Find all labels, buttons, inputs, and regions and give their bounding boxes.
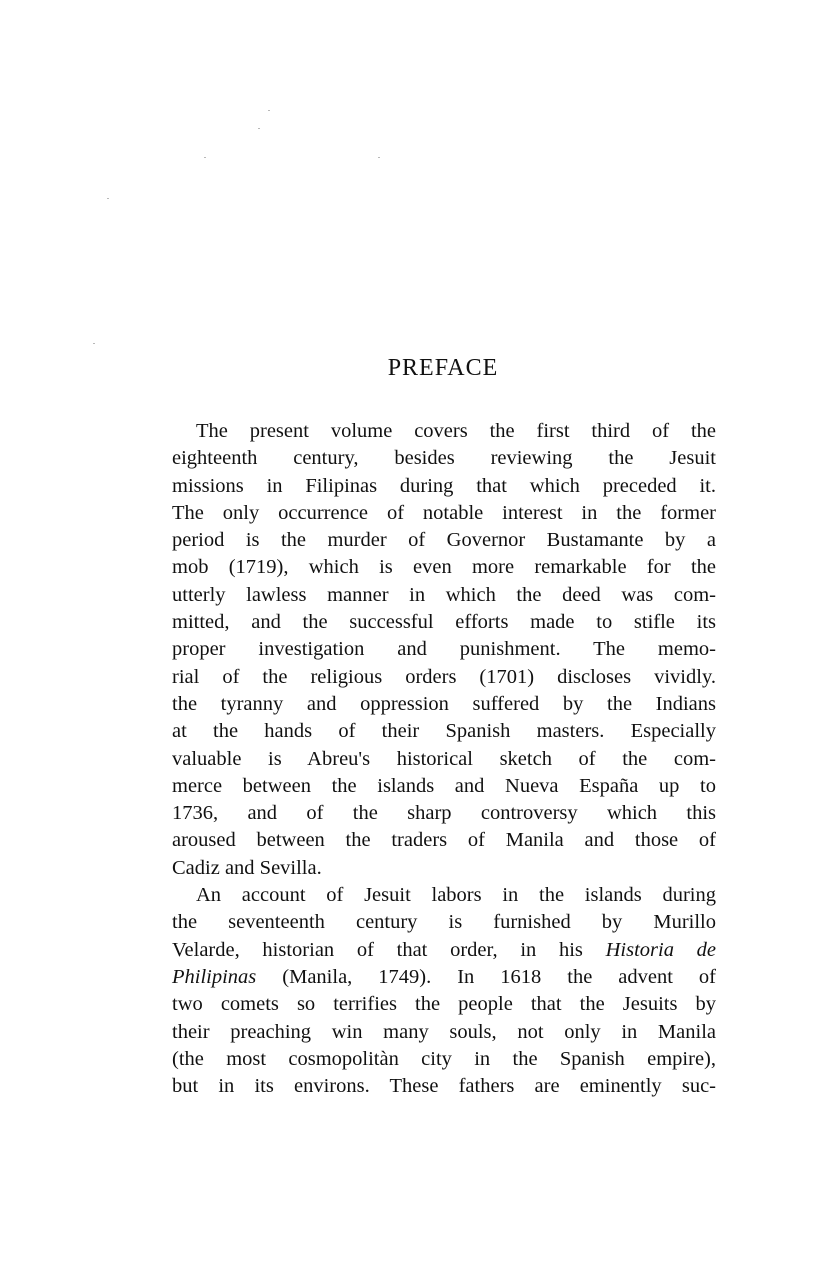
- paper-speck: [258, 128, 260, 129]
- text-line: missions in Filipinas during that which preceded it.: [172, 474, 716, 497]
- paragraph-2: [172, 882, 716, 1100]
- text-line: An account of Jesuit labors in the islands during: [196, 884, 716, 907]
- paper-speck: [268, 110, 270, 111]
- text-line: valuable is Abreu's historical sketch of the com-: [172, 747, 716, 770]
- text-line: period is the murder of Governor Bustamante by a: [172, 529, 716, 552]
- text-line: their preaching win many souls, not only in Manila: [172, 1020, 716, 1043]
- text-line: (the most cosmopolitàn city in the Spanish empire),: [172, 1047, 716, 1070]
- text-line: utterly lawless manner in which the deed was com-: [172, 583, 716, 606]
- text-line: rial of the religious orders (1701) discloses vividly.: [172, 665, 716, 688]
- text-line-with-italic: [172, 964, 716, 991]
- text-line: but in its environs. These fathers are eminently suc-: [172, 1075, 716, 1098]
- paragraph-1: [172, 418, 716, 882]
- text-line: aroused between the traders of Manila and those of: [172, 829, 716, 852]
- italic-title-fragment: Historia de: [605, 938, 717, 961]
- text-fragment: Velarde, historian of that order, in his: [172, 938, 583, 961]
- italic-title-fragment: Philipinas: [172, 965, 257, 988]
- text-line: Cadiz and Sevilla.: [172, 856, 322, 879]
- paper-speck: [204, 157, 206, 158]
- text-line: The only occurrence of notable interest in the former: [172, 501, 716, 524]
- paper-speck: [107, 198, 109, 199]
- text-line: mob (1719), which is even more remarkable for the: [172, 556, 716, 579]
- text-line: The present volume covers the first third of the: [196, 420, 716, 442]
- text-line: the seventeenth century is furnished by Murillo: [172, 911, 716, 934]
- paper-speck: [378, 157, 380, 158]
- preface-text: [172, 418, 716, 1100]
- text-line: eighteenth century, besides reviewing the Jesuit: [172, 447, 716, 470]
- text-line-with-italic: [172, 937, 716, 964]
- text-line: mitted, and the successful efforts made to stifle its: [172, 611, 716, 634]
- paper-speck: [93, 343, 95, 344]
- text-line: 1736, and of the sharp controversy which this: [172, 802, 716, 825]
- text-line: two comets so terrifies the people that the Jesuits by: [172, 993, 716, 1016]
- text-line: the tyranny and oppression suffered by the Indians: [172, 692, 716, 715]
- text-line: at the hands of their Spanish masters. Especially: [172, 720, 716, 743]
- text-fragment: (Manila, 1749). In 1618 the advent of: [282, 965, 716, 988]
- page-title: PREFACE: [387, 355, 499, 381]
- text-line: proper investigation and punishment. The memo-: [172, 638, 716, 661]
- text-line: merce between the islands and Nueva España up to: [172, 774, 716, 797]
